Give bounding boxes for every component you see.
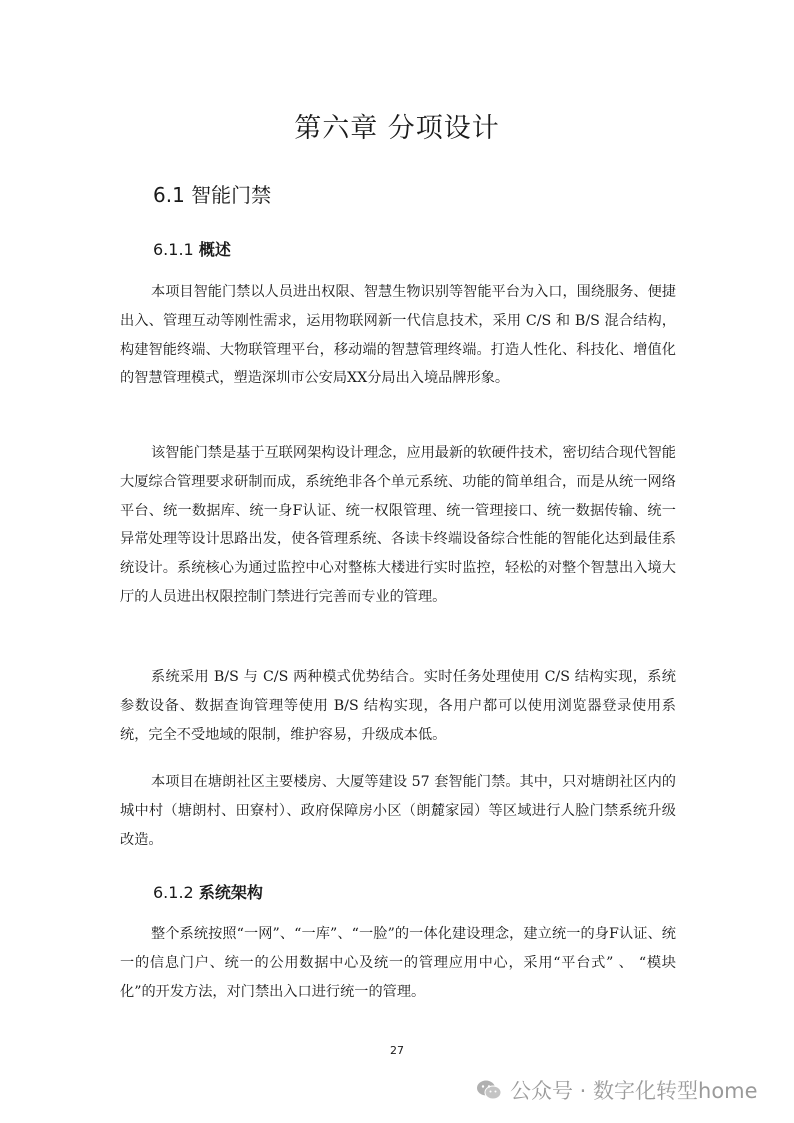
paragraph-overview-2: 该智能门禁是基于互联网架构设计理念，应用最新的软硬件技术，密切结合现代智能大厦综合管理要求研制而成，系统绝非各个单元系统、功能的简单组合，而是从统一网络平台、统一数据库、统一身F认证、统一权限管理、统一管理接口、统一数据传输、统一异常处理等设计思路出发，使各管理系统、各读卡终端设备综合性能的智能化达到最佳系统设计。系统核心为通过监控中心对整栋大楼进行实时监控，轻松的对整个智慧出入境大厅的人员进出权限控制门禁进行完善而专业的管理。 xyxy=(120,445,676,605)
subsection-title: 概述 xyxy=(198,240,231,259)
watermark-text: 公众号 · 数字化转型home xyxy=(510,1079,758,1103)
paragraph-overview-3: 系统采用 B/S 与 C/S 两种模式优势结合。实时任务处理使用 C/S 结构实现，系统参数设备、数据查询管理等使用 B/S 结构实现，各用户都可以使用浏览器登录使用系统，完全不受地域的限制，维护容易，升级成本低。 xyxy=(120,669,676,743)
section-number: 6.1 xyxy=(153,183,185,207)
subsection-number: 6.1.1 xyxy=(153,240,194,259)
chapter-title: 第六章 分项设计 xyxy=(294,113,500,144)
page-number: 27 xyxy=(390,1044,404,1057)
section-title: 智能门禁 xyxy=(191,183,272,207)
wechat-icon xyxy=(476,1079,502,1101)
subsection-heading-overview xyxy=(153,237,231,260)
subsection-heading-architecture xyxy=(153,880,263,903)
paragraph-overview-1: 本项目智能门禁以人员进出权限、智慧生物识别等智能平台为入口，围绕服务、便捷出入、管理互动等刚性需求，运用物联网新一代信息技术，采用 C/S 和 B/S 混合结构，构建智能终端、大物联管理平台，移动端的智慧管理终端。打造人性化、科技化、增值化的智慧管理模式，塑造深圳市公安局XX分局出入境品牌形象。 xyxy=(120,284,676,387)
paragraph-overview-4: 本项目在塘朗社区主要楼房、大厦等建设 57 套智能门禁。其中，只对塘朗社区内的城中村（塘朗村、田寮村）、政府保障房小区（朗麓家园）等区域进行人脸门禁系统升级改造。 xyxy=(120,774,676,848)
paragraph-architecture-1: 整个系统按照“一网”、“一库”、“一脸”的一体化建设理念，建立统一的身F认证、统一的信息门户、统一的公用数据中心及统一的管理应用中心，采用“平台式” 、 “模块化”的开发方法，对门禁出入口进行统一的管理。 xyxy=(120,926,676,1000)
section-heading xyxy=(153,179,271,208)
subsection-number: 6.1.2 xyxy=(153,883,194,902)
watermark xyxy=(476,1073,758,1107)
subsection-title: 系统架构 xyxy=(198,883,263,902)
